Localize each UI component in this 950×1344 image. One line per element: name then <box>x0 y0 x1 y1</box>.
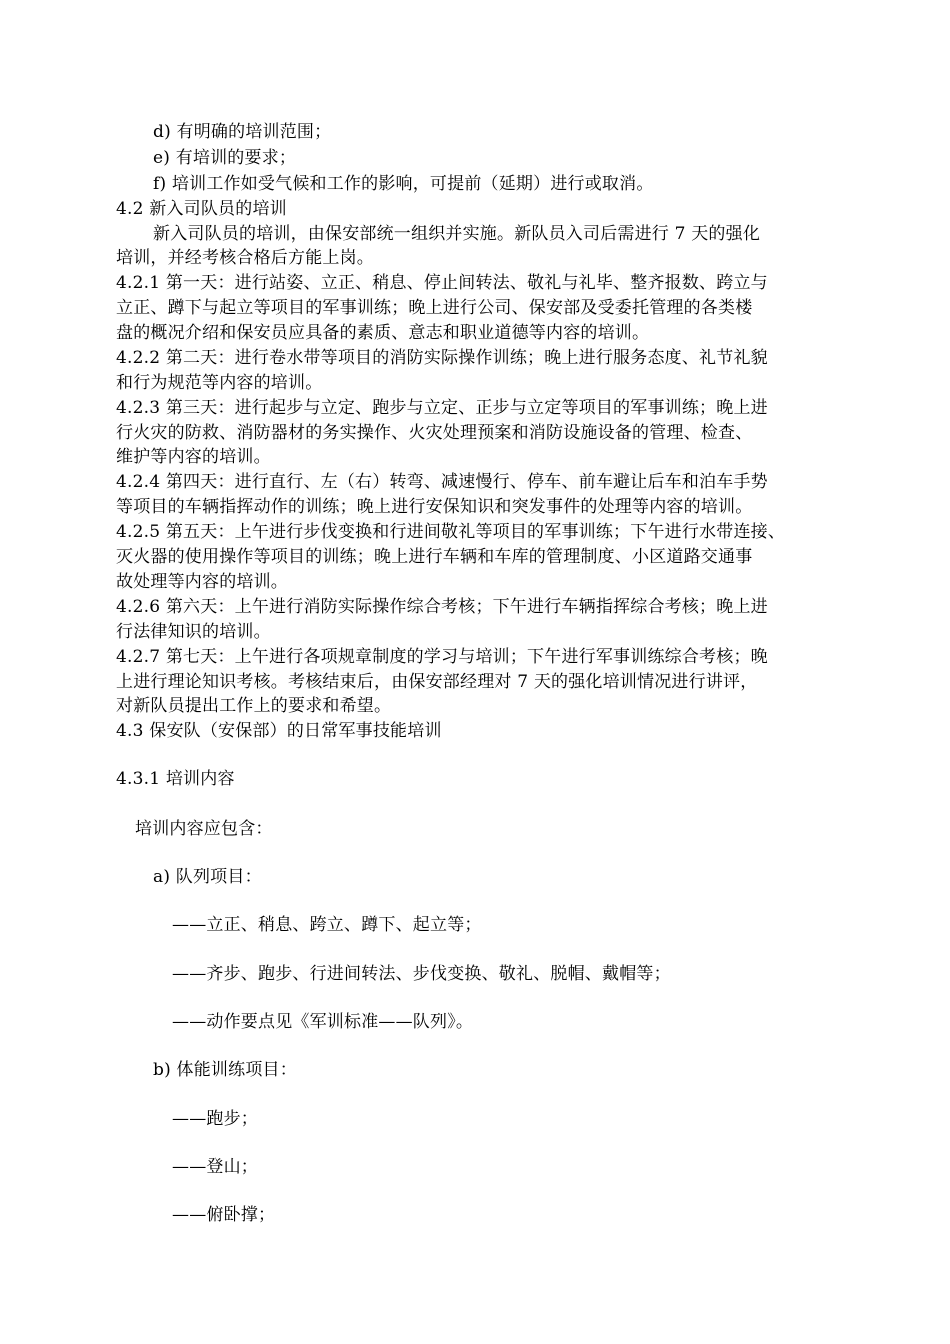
paragraph-line: 行火灾的防救、消防器材的务实操作、火灾处理预案和消防设施设备的管理、检查、 <box>116 423 753 443</box>
paragraph-line: 盘的概况介绍和保安员应具备的素质、意志和职业道德等内容的培训。 <box>116 323 650 343</box>
clause-4-2-2: 4.2.2 第二天：进行卷水带等项目的消防实际操作训练；晚上进行服务态度、礼节礼貌 <box>116 348 768 368</box>
clause-4-2-1: 4.2.1 第一天：进行站姿、立正、稍息、停止间转法、敬礼与礼毕、整齐报数、跨立与 <box>116 273 768 293</box>
paragraph-line: 维护等内容的培训。 <box>116 447 271 467</box>
section-heading-4-2: 4.2 新入司队员的培训 <box>116 199 287 219</box>
paragraph-line: 新入司队员的培训，由保安部统一组织并实施。新队员入司后需进行 7 天的强化 <box>153 224 761 244</box>
clause-4-2-6: 4.2.6 第六天：上午进行消防实际操作综合考核；下午进行车辆指挥综合考核；晚上进 <box>116 597 768 617</box>
paragraph-line: 行法律知识的培训。 <box>116 622 271 642</box>
list-item-f: f) 培训工作如受气候和工作的影响，可提前（延期）进行或取消。 <box>153 174 654 194</box>
clause-4-2-5: 4.2.5 第五天：上午进行步伐变换和行进间敬礼等项目的军事训练；下午进行水带连接、 <box>116 522 786 542</box>
paragraph-line: 培训内容应包含： <box>135 819 273 839</box>
paragraph-line: 灭火器的使用操作等项目的训练；晚上进行车辆和车库的管理制度、小区道路交通事 <box>116 547 753 567</box>
list-item-d: d) 有明确的培训范围； <box>153 122 332 142</box>
dash-item: ——动作要点见《军训标准——队列》。 <box>172 1012 474 1032</box>
paragraph-line: 故处理等内容的培训。 <box>116 572 288 592</box>
dash-item: ——跑步； <box>172 1109 258 1129</box>
clause-4-2-4: 4.2.4 第四天：进行直行、左（右）转弯、减速慢行、停车、前车避让后车和泊车手势 <box>116 472 768 492</box>
paragraph-line: 对新队员提出工作上的要求和希望。 <box>116 696 392 716</box>
list-item-a: a) 队列项目： <box>153 867 262 887</box>
dash-item: ——齐步、跑步、行进间转法、步伐变换、敬礼、脱帽、戴帽等； <box>172 964 671 984</box>
dash-item: ——登山； <box>172 1157 258 1177</box>
section-heading-4-3-1: 4.3.1 培训内容 <box>116 769 235 789</box>
paragraph-line: 培训，并经考核合格后方能上岗。 <box>116 248 374 268</box>
list-item-e: e) 有培训的要求； <box>153 148 297 168</box>
section-heading-4-3: 4.3 保安队（安保部）的日常军事技能培训 <box>116 721 442 741</box>
clause-4-2-7: 4.2.7 第七天：上午进行各项规章制度的学习与培训；下午进行军事训练综合考核；晚 <box>116 647 768 667</box>
paragraph-line: 立正、蹲下与起立等项目的军事训练；晚上进行公司、保安部及受委托管理的各类楼 <box>116 298 753 318</box>
dash-item: ——立正、稍息、跨立、蹲下、起立等； <box>172 915 482 935</box>
dash-item: ——俯卧撑； <box>172 1205 276 1225</box>
paragraph-line: 和行为规范等内容的培训。 <box>116 373 323 393</box>
paragraph-line: 等项目的车辆指挥动作的训练；晚上进行安保知识和突发事件的处理等内容的培训。 <box>116 497 753 517</box>
paragraph-line: 上进行理论知识考核。考核结束后，由保安部经理对 7 天的强化培训情况进行讲评， <box>116 672 758 692</box>
list-item-b: b) 体能训练项目： <box>153 1060 297 1080</box>
clause-4-2-3: 4.2.3 第三天：进行起步与立定、跑步与立定、正步与立定等项目的军事训练；晚上进 <box>116 398 768 418</box>
